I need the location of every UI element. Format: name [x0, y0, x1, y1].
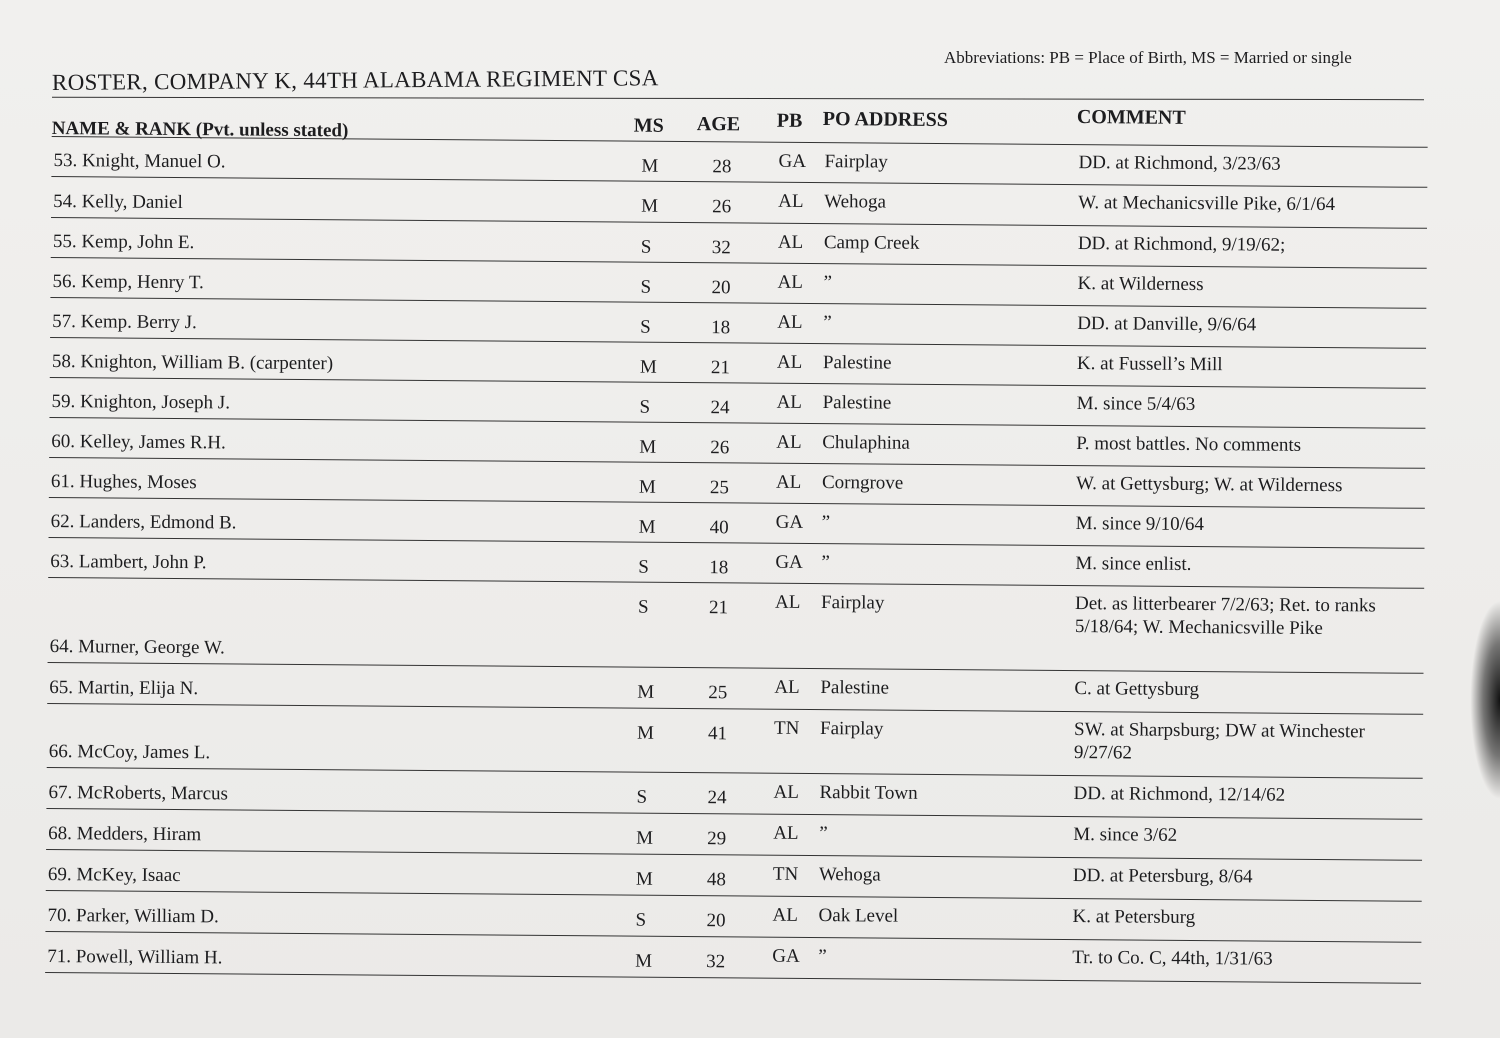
cell-ms: M	[636, 722, 655, 744]
cell-comment: W. at Gettysburg; W. at Wilderness	[1075, 473, 1343, 497]
roster-table	[45, 96, 1428, 984]
table-row	[48, 578, 1425, 674]
cell-name: 69. McKey, Isaac	[47, 863, 181, 887]
cell-age: 21	[710, 357, 730, 379]
header-age: AGE	[696, 113, 741, 136]
cell-comment: DD. at Danville, 9/6/64	[1077, 313, 1257, 336]
cell-age: 18	[709, 557, 729, 579]
cell-comment: M. since 3/62	[1073, 824, 1178, 846]
cell-age: 24	[707, 787, 727, 809]
cell-pb: AL	[772, 904, 798, 926]
header-name-rank: NAME & RANK (Pvt. unless stated)	[51, 117, 349, 142]
cell-name: 54. Kelly, Daniel	[53, 191, 183, 214]
cell-po: Fairplay	[824, 151, 888, 173]
cell-age: 24	[710, 397, 730, 419]
cell-po: ”	[819, 823, 828, 845]
cell-ms: M	[635, 950, 653, 972]
cell-name: 65. Martin, Elija N.	[49, 676, 199, 700]
header-comment: COMMENT	[1076, 106, 1186, 129]
cell-pb: AL	[777, 311, 803, 333]
cell-ms: M	[638, 516, 656, 538]
cell-comment: K. at Fussell’s Mill	[1076, 353, 1223, 376]
cell-name: 59. Knighton, Joseph J.	[51, 391, 231, 414]
cell-po: ”	[823, 272, 833, 294]
cell-age: 20	[711, 277, 731, 299]
cell-pb: AL	[773, 822, 799, 844]
header-po-address: PO ADDRESS	[822, 108, 948, 132]
cell-pb: AL	[775, 471, 802, 493]
header-pb: PB	[776, 109, 803, 132]
cell-name: 55. Kemp, John E.	[52, 231, 195, 254]
cell-pb: TN	[772, 863, 799, 885]
cell-age: 28	[712, 156, 732, 178]
cell-pb: AL	[774, 676, 800, 698]
cell-pb: GA	[775, 511, 804, 533]
cell-name: 68. Medders, Hiram	[48, 822, 202, 846]
cell-name: 67. McRoberts, Marcus	[48, 781, 229, 805]
cell-ms: M	[639, 356, 657, 378]
cell-po: Wehoga	[824, 191, 887, 213]
cell-ms: M	[641, 155, 659, 177]
cell-comment: DD. at Petersburg, 8/64	[1072, 865, 1253, 888]
cell-age: 41	[707, 723, 728, 745]
cell-comment: M. since 5/4/63	[1076, 393, 1196, 415]
cell-name: 66. McCoy, James L.	[48, 740, 211, 764]
cell-age: 25	[708, 682, 728, 704]
cell-comment: C. at Gettysburg	[1074, 678, 1200, 701]
cell-po: Fairplay	[819, 718, 884, 740]
cell-name: 62. Landers, Edmond B.	[50, 511, 237, 534]
cell-comment: W. at Mechanicsville Pike, 6/1/64	[1078, 192, 1336, 216]
header-ms: MS	[633, 114, 664, 137]
cell-po: Palestine	[822, 392, 892, 414]
cell-age: 40	[709, 517, 729, 539]
abbreviations-note: Abbreviations: PB = Place of Birth, MS = Married or single	[944, 48, 1352, 67]
cell-comment: P. most battles. No comments	[1076, 433, 1302, 456]
cell-po: Rabbit Town	[819, 782, 918, 804]
cell-name: 58. Knighton, William B. (carpenter)	[51, 351, 334, 375]
cell-pb: AL	[777, 231, 804, 253]
cell-ms: S	[638, 556, 649, 578]
cell-po: Camp Creek	[823, 232, 920, 254]
cell-age: 18	[711, 317, 731, 339]
cell-po: ”	[821, 512, 831, 534]
cell-comment: M. since 9/10/64	[1075, 513, 1205, 536]
cell-po: Corngrove	[821, 472, 904, 494]
cell-age: 32	[706, 951, 726, 973]
cell-ms: S	[640, 316, 651, 338]
cell-comment: Tr. to Co. C, 44th, 1/31/63	[1072, 947, 1273, 970]
cell-age: 20	[706, 910, 726, 932]
cell-pb: AL	[776, 391, 803, 413]
cell-age: 25	[709, 477, 730, 499]
cell-pb: AL	[778, 190, 804, 212]
table-body	[45, 137, 1428, 984]
cell-age: 48	[706, 869, 726, 891]
cell-comment: K. at Wilderness	[1077, 273, 1204, 296]
cell-ms: S	[639, 396, 651, 418]
page-title: ROSTER, COMPANY K, 44TH ALABAMA REGIMENT CSA	[51, 65, 659, 95]
cell-po: Oak Level	[818, 905, 899, 927]
cell-ms: S	[636, 786, 648, 808]
cell-comment: DD. at Richmond, 3/23/63	[1078, 152, 1281, 175]
cell-name: 56. Kemp, Henry T.	[52, 271, 204, 294]
table-row	[47, 704, 1423, 779]
cell-pb: GA	[775, 551, 803, 573]
cell-pb: GA	[778, 150, 807, 172]
cell-pb: AL	[777, 271, 803, 293]
cell-pb: AL	[774, 591, 801, 613]
cell-pb: AL	[776, 431, 802, 453]
cell-name: 61. Hughes, Moses	[50, 471, 197, 494]
cell-comment: DD. at Richmond, 12/14/62	[1073, 783, 1286, 806]
page-edge-shadow	[1470, 600, 1500, 800]
cell-age: 29	[707, 828, 727, 850]
cell-ms: M	[636, 827, 654, 849]
cell-name: 60. Kelley, James R.H.	[51, 431, 226, 454]
cell-ms: S	[635, 909, 647, 931]
cell-ms: M	[641, 195, 659, 217]
cell-comment: SW. at Sharpsburg; DW at Winchester 9/27/62	[1073, 719, 1366, 764]
cell-po: Palestine	[822, 352, 892, 374]
cell-comment: DD. at Richmond, 9/19/62;	[1077, 233, 1286, 256]
cell-ms: M	[637, 681, 655, 703]
cell-ms: S	[640, 236, 652, 258]
cell-name: 57. Kemp. Berry J.	[52, 311, 197, 334]
cell-pb: AL	[776, 351, 803, 373]
cell-name: 53. Knight, Manuel O.	[53, 150, 226, 173]
cell-po: ”	[823, 312, 832, 334]
cell-name: 63. Lambert, John P.	[50, 551, 207, 574]
cell-age: 26	[712, 196, 732, 218]
cell-ms: M	[638, 476, 656, 498]
cell-po: ”	[821, 552, 830, 574]
cell-name: 71. Powell, William H.	[47, 945, 223, 969]
cell-po: Fairplay	[820, 592, 885, 614]
cell-ms: S	[640, 276, 652, 298]
cell-name: 70. Parker, William D.	[47, 904, 219, 928]
cell-po: ”	[818, 946, 827, 968]
cell-po: Wehoga	[818, 864, 881, 886]
cell-comment: K. at Petersburg	[1072, 906, 1196, 929]
cell-comment: Det. as litterbearer 7/2/63; Ret. to ranks 5/18/64; W. Mechanicsville Pike	[1074, 593, 1376, 639]
cell-age: 32	[711, 237, 731, 259]
cell-pb: GA	[772, 945, 800, 967]
cell-ms: M	[635, 868, 653, 890]
cell-pb: AL	[773, 781, 799, 803]
cell-name: 64. Murner, George W.	[49, 635, 225, 659]
cell-comment: M. since enlist.	[1075, 553, 1192, 575]
cell-pb: TN	[773, 717, 800, 739]
cell-po: Palestine	[820, 677, 890, 699]
cell-ms: S	[637, 596, 649, 618]
cell-po: Chulaphina	[822, 432, 910, 454]
cell-ms: M	[639, 436, 657, 458]
cell-age: 26	[710, 437, 730, 459]
cell-age: 21	[708, 597, 729, 619]
